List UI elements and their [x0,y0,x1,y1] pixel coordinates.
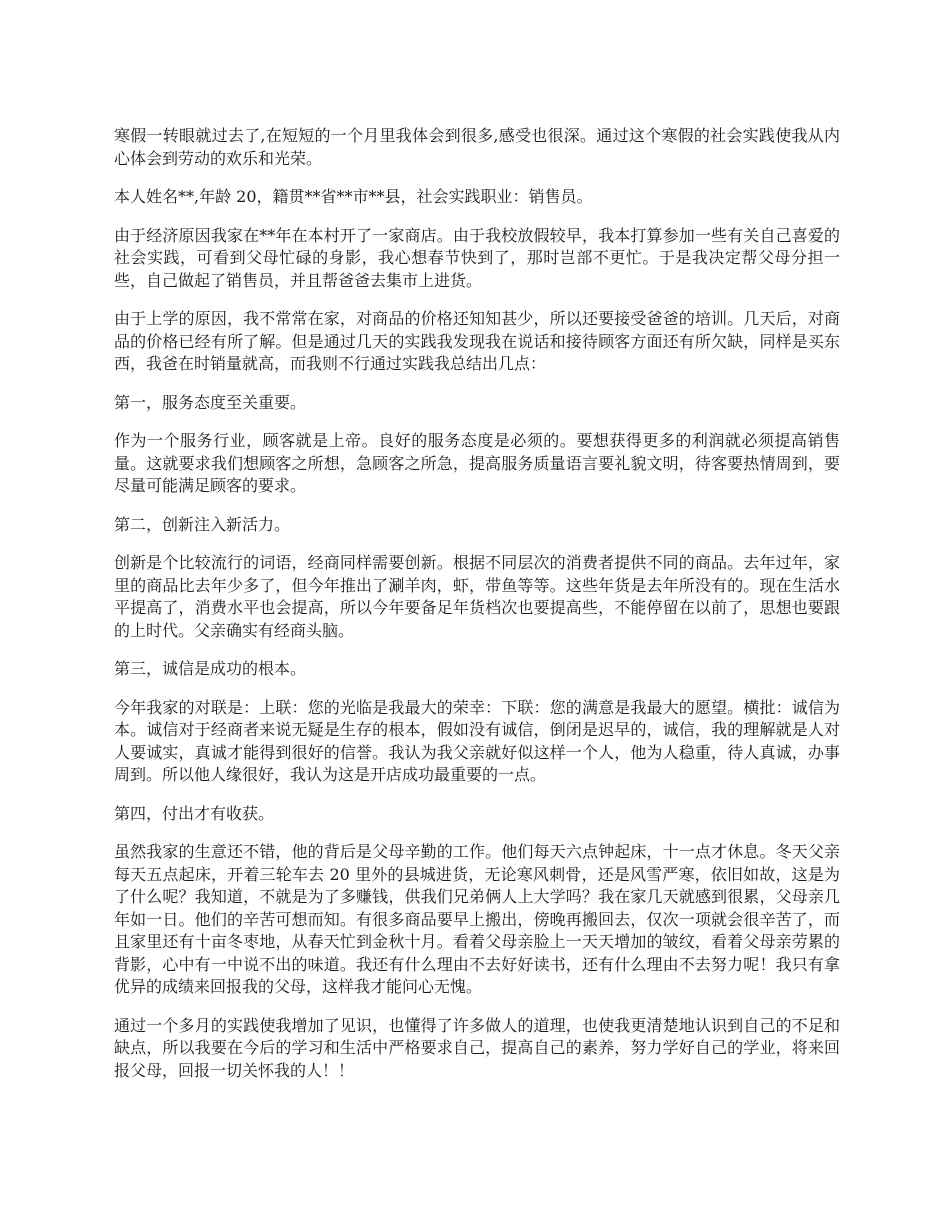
paragraph-point-1: 作为一个服务行业，顾客就是上帝。良好的服务态度是必须的。要想获得更多的利润就必须提高销售量。这就要求我们想顾客之所想，急顾客之所急，提高服务质量语言要礼貌文明，待客要热情周到，要尽量可能满足顾客的要求。 [114,431,840,495]
heading-point-4: 第四，付出才有收获。 [114,803,275,823]
heading-point-2: 第二，创新注入新活力。 [114,514,291,534]
document-body [114,125,840,1098]
paragraph-conclusion: 通过一个多月的实践使我增加了见识，也懂得了许多做人的道理，也使我更清楚地认识到自己的不足和缺点，所以我要在今后的学习和生活中严格要求自己，提高自己的素养，努力学好自己的学业，将来回报父母，回报一切关怀我的人！！ [114,1015,840,1080]
heading-point-3: 第三，诚信是成功的根本。 [114,659,307,678]
paragraph-point-4: 虽然我家的生意还不错，他的背后是父母辛勤的工作。他们每天六点钟起床，十一点才休息。冬天父亲每天五点起床，开着三轮车去 20 里外的县城进货，无论寒风刺骨，还是风雪严寒，依旧如故，这是为了什么呢？我知道，不就是为了多赚钱，供我们兄弟俩人上大学吗？我在家几天就感到很累，父母亲几年如一日。他们的辛苦可想而知。有很多商品要早上搬出，傍晚再搬回去，仅次一项就会很辛苦了，而且家里还有十亩冬枣地，从春天忙到金秋十月。看着父母亲脸上一天天增加的皱纹，看着父母亲劳累的背影，心中有一中说不出的味道。我还有什么理由不去好好读书，还有什么理由不去努力呢！我只有拿优异的成绩来回报我的父母，这样我才能问心无愧。 [114,842,840,996]
paragraph-background: 由于经济原因我家在**年在本村开了一家商店。由于我校放假较早，我本打算参加一些有关自己喜爱的社会实践，可看到父母忙碌的身影，我心想春节快到了，那时岂部不更忙。于是我决定帮父母分担一些，自己做起了销售员，并且帮爸爸去集市上进货。 [114,225,840,290]
paragraph-point-3: 今年我家的对联是：上联：您的光临是我最大的荣幸：下联：您的满意是我最大的愿望。横批：诚信为本。诚信对于经商者来说无疑是生存的根本，假如没有诚信，倒闭是迟早的，诚信，我的理解就是人对人要诚实，真诚才能得到很好的信誉。我认为我父亲就好似这样一个人，他为人稳重，待人真诚，办事周到。所以他人缘很好，我认为这是开店成功最重要的一点。 [114,697,840,784]
paragraph-intro: 寒假一转眼就过去了,在短短的一个月里我体会到很多,感受也很深。通过这个寒假的社会实践使我从内心体会到劳动的欢乐和光荣。 [114,126,840,168]
heading-point-1: 第一，服务态度至关重要。 [114,392,307,412]
paragraph-point-2: 创新是个比较流行的词语，经商同样需要创新。根据不同层次的消费者提供不同的商品。去年过年，家里的商品比去年少多了，但今年推出了涮羊肉，虾，带鱼等等。这些年货是去年所没有的。现在生活水平提高了，消费水平也会提高，所以今年要备足年货档次也要提高些，不能停留在以前了，思想也要跟的上时代。父亲确实有经商头脑。 [114,553,840,640]
paragraph-training: 由于上学的原因，我不常常在家，对商品的价格还知知甚少，所以还要接受爸爸的培训。几天后，对商品的价格已经有所了解。但是通过几天的实践我发现我在说话和接待顾客方面还有所欠缺，同样是买东西，我爸在时销量就高，而我则不行通过实践我总结出几点： [114,309,840,373]
paragraph-personal-info: 本人姓名**,年龄 20，籍贯**省**市**县，社会实践职业：销售员。 [114,187,593,206]
